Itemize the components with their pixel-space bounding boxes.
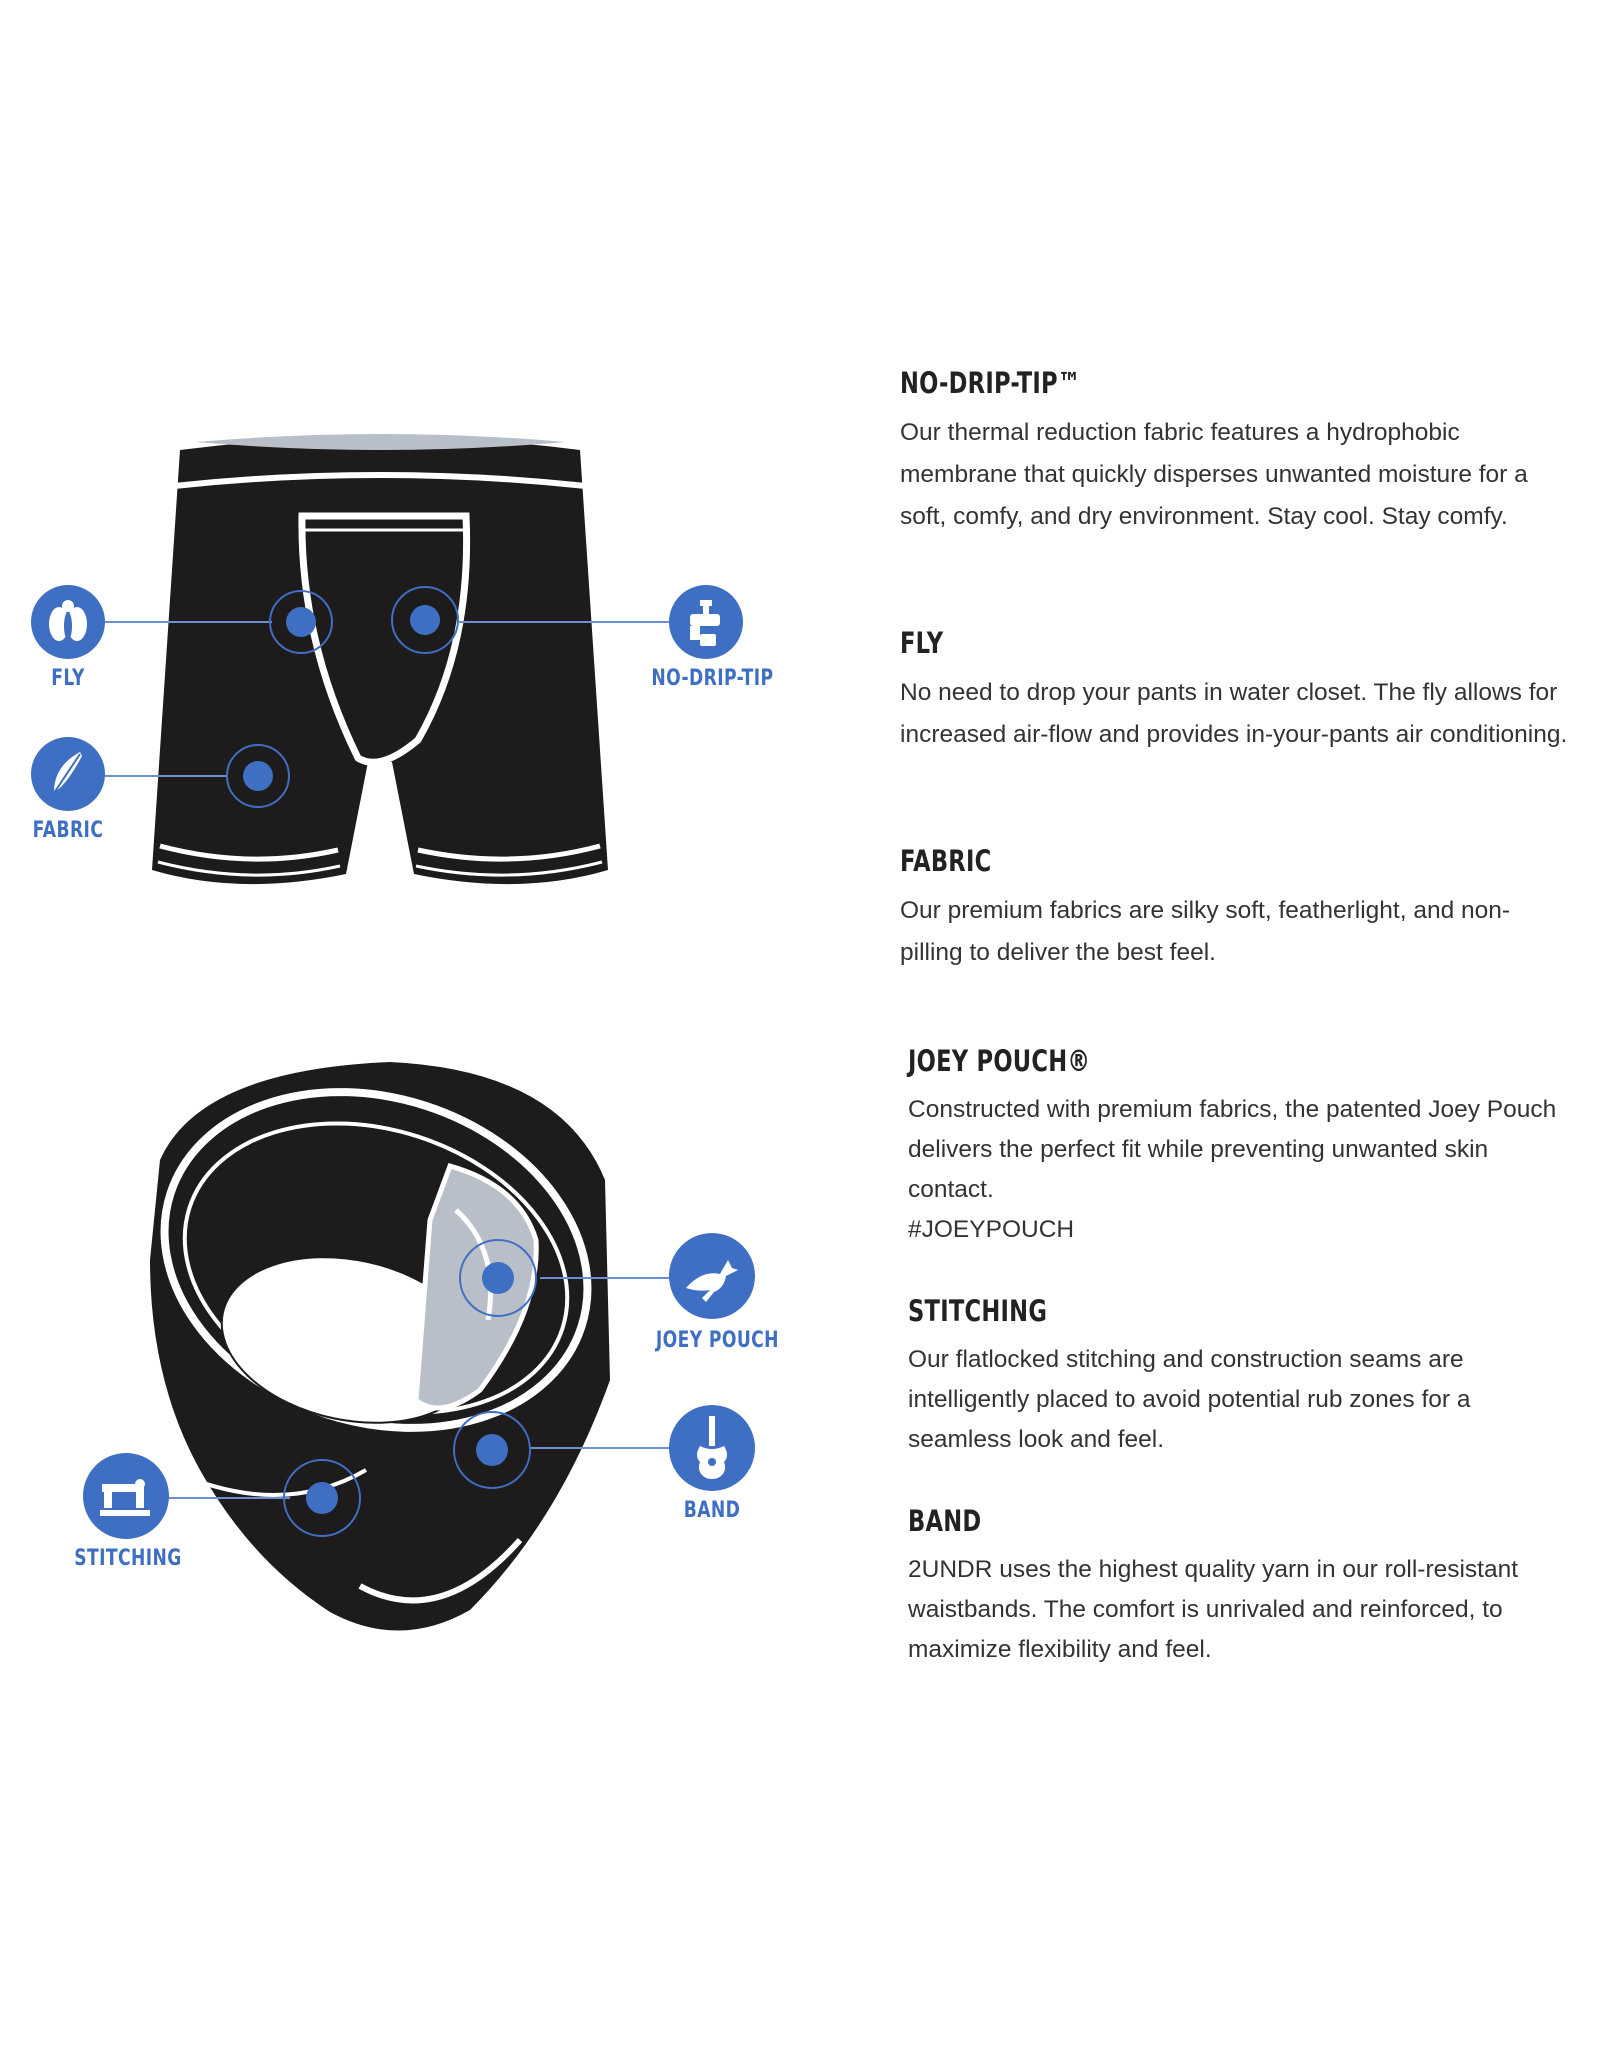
feather-icon[interactable] [31,737,105,811]
callout-label-stitching: STITCHING [74,1546,182,1571]
boxer-top-illustration [121,1039,632,1630]
callout-label-band: BAND [683,1498,741,1523]
kangaroo-icon[interactable] [669,1233,755,1319]
faucet-icon[interactable] [669,585,743,659]
feature-title: STITCHING [908,1294,1048,1328]
feature-stitching [908,1294,1578,1460]
feature-no-drip-tip [900,366,1570,538]
callout-label-fly: FLY [51,666,85,691]
feature-fly [900,626,1570,756]
feature-band [908,1504,1578,1670]
feature-body: Our flatlocked stitching and construction seams are intelligently placed to avoid potential rub zones for a seamless look and feel. [908,1346,1471,1453]
callout-label-no-drip-tip: NO-DRIP-TIP [651,666,774,691]
feature-title: JOEY POUCH® [908,1044,1091,1078]
feature-title: FABRIC [900,844,992,878]
joey-pouch-hashtag[interactable]: #JOEYPOUCH [908,1216,1075,1243]
feature-body: Our thermal reduction fabric features a hydrophobic membrane that quickly disperses unwanted moisture for a soft, comfy, and dry environment. Stay cool. Stay comfy. [900,419,1528,530]
feature-title: BAND [908,1504,982,1538]
feature-body: Constructed with premium fabrics, the patented Joey Pouch delivers the perfect fit while preventing unwanted skin contact. [908,1096,1557,1203]
fly-icon[interactable] [31,585,105,659]
callout-label-joey-pouch: JOEY POUCH [655,1328,779,1353]
boxer-front-illustration [152,434,608,884]
feature-body: No need to drop your pants in water closet. The fly allows for increased air-flow and provides in-your-pants air conditioning. [900,679,1568,748]
feature-body: 2UNDR uses the highest quality yarn in our roll-resistant waistbands. The comfort is unrivaled and reinforced, to maximize flexibility and feel. [908,1556,1519,1663]
feature-joey-pouch [908,1044,1578,1250]
sewing-machine-icon[interactable] [83,1453,169,1539]
feature-title: FLY [900,626,944,660]
feature-fabric [900,844,1570,974]
feature-title: NO-DRIP-TIP™ [900,366,1081,400]
feature-body: Our premium fabrics are silky soft, featherlight, and non-pilling to deliver the best feel. [900,897,1511,966]
guitar-icon[interactable] [669,1405,755,1491]
callout-label-fabric: FABRIC [32,818,104,843]
